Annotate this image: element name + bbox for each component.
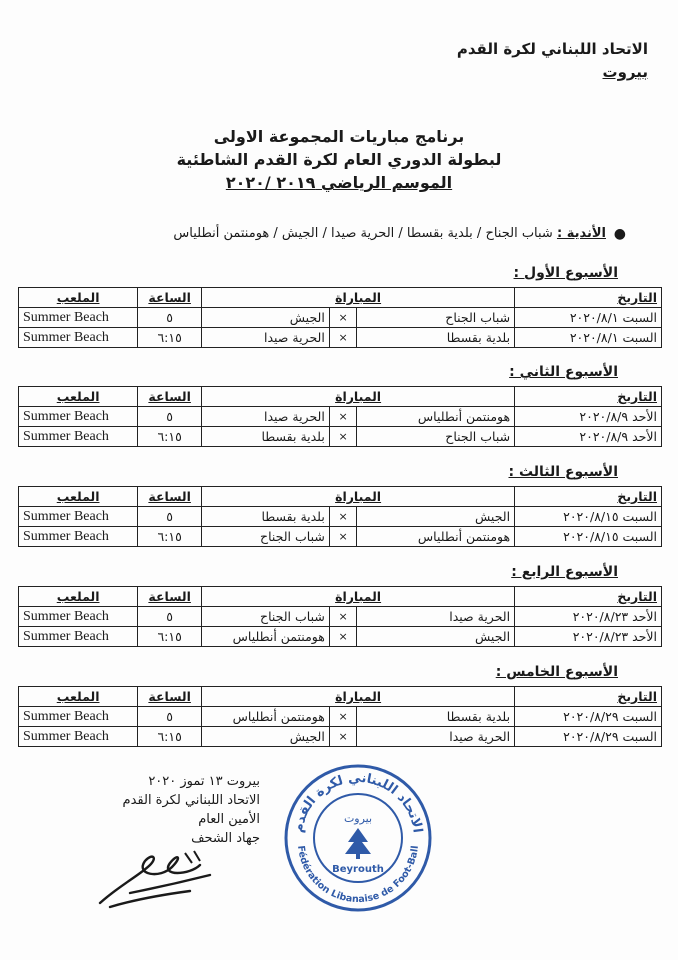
title-line3: الموسم الرياضي ٢٠١٩ /٢٠٢٠ <box>225 173 453 192</box>
versus-cell: × <box>329 308 357 328</box>
date-cell: الأحد ٢٠٢٠/٨/٢٣ <box>515 607 662 627</box>
header-time: الساعة <box>138 288 202 308</box>
header-date: التاريخ <box>515 587 662 607</box>
home-team-cell: هومنتمن أنطلياس <box>357 527 515 547</box>
date-cell: الأحد ٢٠٢٠/٨/٩ <box>515 427 662 447</box>
header-time: الساعة <box>138 387 202 407</box>
header-date: التاريخ <box>515 288 662 308</box>
time-cell: ٦:١٥ <box>138 627 202 647</box>
signoff-org: الاتحاد اللبناني لكرة القدم <box>122 793 260 808</box>
versus-cell: × <box>329 707 357 727</box>
venue-cell: Summer Beach <box>19 607 138 627</box>
header-city: بيروت <box>602 63 648 81</box>
away-team-cell: الحرية صيدا <box>202 407 330 427</box>
week-title: الأسبوع الثالث : <box>508 464 618 480</box>
week-table <box>18 586 662 647</box>
week-table <box>18 287 662 348</box>
away-team-cell: الحرية صيدا <box>202 328 330 348</box>
venue-cell: Summer Beach <box>19 707 138 727</box>
clubs-list: شباب الجناح / بلدية بقسطا / الحرية صيدا / الجيش / هومنتمن أنطلياس <box>173 226 553 241</box>
time-cell: ٦:١٥ <box>138 328 202 348</box>
table-header-row <box>19 487 662 507</box>
home-team-cell: هومنتمن أنطلياس <box>357 407 515 427</box>
header-time: الساعة <box>138 687 202 707</box>
table-header-row <box>19 387 662 407</box>
date-cell: السبت ٢٠٢٠/٨/٢٩ <box>515 727 662 747</box>
table-row <box>19 427 662 447</box>
signoff-block <box>123 772 260 848</box>
away-team-cell: هومنتمن أنطلياس <box>202 707 330 727</box>
signoff-role: الأمين العام <box>198 812 260 827</box>
date-cell: الأحد ٢٠٢٠/٨/٩ <box>515 407 662 427</box>
table-row <box>19 328 662 348</box>
venue-cell: Summer Beach <box>19 427 138 447</box>
time-cell: ٦:١٥ <box>138 527 202 547</box>
venue-cell: Summer Beach <box>19 627 138 647</box>
week-title: الأسبوع الأول : <box>513 265 618 281</box>
header-date: التاريخ <box>515 487 662 507</box>
header-venue: الملعب <box>19 587 138 607</box>
away-team-cell: شباب الجناح <box>202 527 330 547</box>
versus-cell: × <box>329 527 357 547</box>
home-team-cell: الحرية صيدا <box>357 727 515 747</box>
bullet-icon: ● <box>613 226 626 242</box>
title-line1: برنامج مباريات المجموعة الاولى <box>213 127 465 146</box>
title-line2: لبطولة الدوري العام لكرة القدم الشاطئية <box>176 150 502 169</box>
table-row <box>19 607 662 627</box>
table-row <box>19 407 662 427</box>
header-venue: الملعب <box>19 288 138 308</box>
week-table <box>18 686 662 747</box>
venue-cell: Summer Beach <box>19 727 138 747</box>
home-team-cell: شباب الجناح <box>357 427 515 447</box>
week-table <box>18 486 662 547</box>
home-team-cell: الجيش <box>357 627 515 647</box>
versus-cell: × <box>329 328 357 348</box>
away-team-cell: الجيش <box>202 727 330 747</box>
home-team-cell: شباب الجناح <box>357 308 515 328</box>
away-team-cell: شباب الجناح <box>202 607 330 627</box>
signoff-place-date: بيروت ١٣ تموز ٢٠٢٠ <box>148 774 260 789</box>
home-team-cell: بلدية بقسطا <box>357 707 515 727</box>
header-match: المباراة <box>202 288 515 308</box>
stamp-center-arabic: بيروت <box>343 812 373 825</box>
home-team-cell: بلدية بقسطا <box>357 328 515 348</box>
table-header-row <box>19 687 662 707</box>
venue-cell: Summer Beach <box>19 507 138 527</box>
date-cell: السبت ٢٠٢٠/٨/١٥ <box>515 527 662 547</box>
versus-cell: × <box>329 607 357 627</box>
away-team-cell: هومنتمن أنطلياس <box>202 627 330 647</box>
time-cell: ٦:١٥ <box>138 727 202 747</box>
versus-cell: × <box>329 507 357 527</box>
time-cell: ٥ <box>138 607 202 627</box>
time-cell: ٥ <box>138 707 202 727</box>
header-org: الاتحاد اللبناني لكرة القدم <box>456 40 648 58</box>
table-header-row <box>19 587 662 607</box>
header-date: التاريخ <box>515 387 662 407</box>
header-venue: الملعب <box>19 487 138 507</box>
clubs-line <box>173 226 606 241</box>
stamp-french-ring: Fédération Libanaise de Foot-Ball <box>295 844 421 906</box>
versus-cell: × <box>329 427 357 447</box>
table-row <box>19 308 662 328</box>
table-row <box>19 507 662 527</box>
venue-cell: Summer Beach <box>19 527 138 547</box>
table-header-row <box>19 288 662 308</box>
date-cell: السبت ٢٠٢٠/٨/١٥ <box>515 507 662 527</box>
venue-cell: Summer Beach <box>19 328 138 348</box>
header-match: المباراة <box>202 587 515 607</box>
versus-cell: × <box>329 627 357 647</box>
date-cell: السبت ٢٠٢٠/٨/١ <box>515 328 662 348</box>
table-row <box>19 707 662 727</box>
federation-stamp <box>282 762 434 914</box>
date-cell: السبت ٢٠٢٠/٨/٢٩ <box>515 707 662 727</box>
week-title: الأسبوع الخامس : <box>495 664 618 680</box>
signature-image <box>90 845 230 915</box>
week-table <box>18 386 662 447</box>
time-cell: ٥ <box>138 407 202 427</box>
cedar-icon <box>345 828 371 859</box>
header-time: الساعة <box>138 587 202 607</box>
home-team-cell: الجيش <box>357 507 515 527</box>
header-match: المباراة <box>202 487 515 507</box>
signoff-name: جهاد الشحف <box>191 831 260 846</box>
header-time: الساعة <box>138 487 202 507</box>
header-match: المباراة <box>202 387 515 407</box>
date-cell: الأحد ٢٠٢٠/٨/٢٣ <box>515 627 662 647</box>
table-row <box>19 727 662 747</box>
table-row <box>19 527 662 547</box>
week-title: الأسبوع الثاني : <box>509 364 618 380</box>
time-cell: ٥ <box>138 308 202 328</box>
stamp-center-english: Beyrouth <box>332 864 384 875</box>
clubs-label: الأندية : <box>556 226 606 241</box>
header-match: المباراة <box>202 687 515 707</box>
venue-cell: Summer Beach <box>19 407 138 427</box>
stamp-arabic-ring: الاتحاد اللبناني لكرة القدم <box>291 770 425 834</box>
header-venue: الملعب <box>19 687 138 707</box>
away-team-cell: الجيش <box>202 308 330 328</box>
table-row <box>19 627 662 647</box>
versus-cell: × <box>329 407 357 427</box>
header-date: التاريخ <box>515 687 662 707</box>
week-title: الأسبوع الرابع : <box>511 564 618 580</box>
home-team-cell: الحرية صيدا <box>357 607 515 627</box>
header-venue: الملعب <box>19 387 138 407</box>
venue-cell: Summer Beach <box>19 308 138 328</box>
date-cell: السبت ٢٠٢٠/٨/١ <box>515 308 662 328</box>
time-cell: ٥ <box>138 507 202 527</box>
time-cell: ٦:١٥ <box>138 427 202 447</box>
away-team-cell: بلدية بقسطا <box>202 427 330 447</box>
away-team-cell: بلدية بقسطا <box>202 507 330 527</box>
versus-cell: × <box>329 727 357 747</box>
